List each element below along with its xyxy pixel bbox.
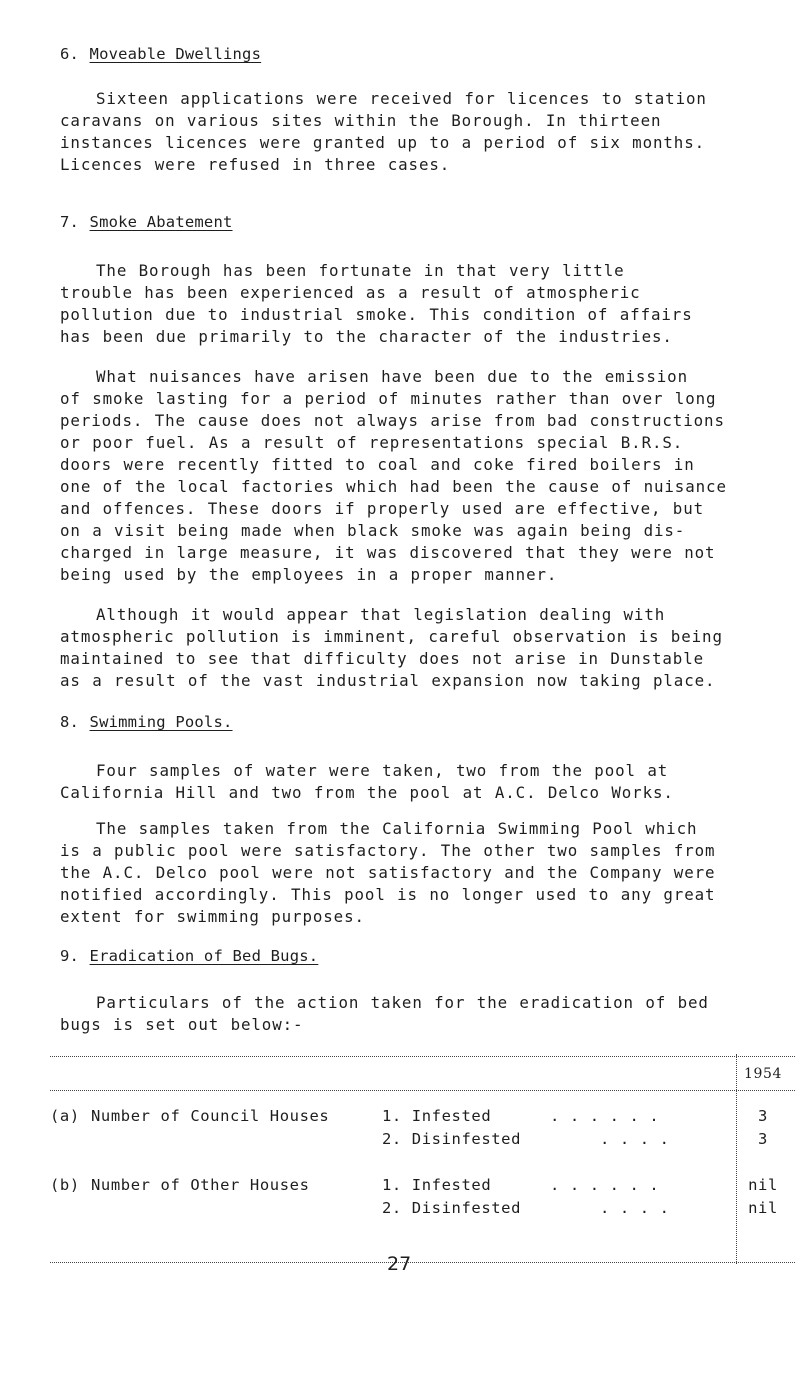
text-line: extent for swimming purposes. — [60, 907, 365, 926]
row-value: nil — [748, 1199, 778, 1217]
group-label: (a) — [50, 1107, 80, 1125]
table-top-rule — [50, 1056, 795, 1057]
row-value: 3 — [758, 1107, 768, 1125]
row-item: 1. Infested — [382, 1107, 492, 1125]
text-line: maintained to see that difficulty does not arise in Dunstable — [60, 649, 705, 668]
group-name: Number of Other Houses — [91, 1176, 310, 1194]
section-title: Moveable Dwellings — [89, 45, 262, 63]
section-heading-swimming-pools — [60, 713, 233, 731]
text-line: Particulars of the action taken for the eradication of bed — [96, 993, 709, 1012]
text-line: on a visit being made when black smoke was again being dis- — [60, 521, 686, 540]
text-line: of smoke lasting for a period of minutes rather than over long — [60, 389, 717, 408]
table-header-rule — [50, 1090, 795, 1091]
text-line: trouble has been experienced as a result of atmospheric — [60, 283, 641, 302]
text-line: Four samples of water were taken, two from the pool at — [96, 761, 669, 780]
section-number: 7. — [60, 213, 80, 231]
paragraph-smoke-3 — [60, 604, 786, 692]
text-line: The Borough has been fortunate in that very little — [96, 261, 625, 280]
text-line: bugs is set out below:- — [60, 1015, 304, 1034]
paragraph-swimming-1 — [60, 760, 786, 804]
text-line: California Hill and two from the pool at A.C. Delco Works. — [60, 783, 674, 802]
row-leader: . . . . — [600, 1130, 670, 1148]
text-line: periods. The cause does not always arise from bad constructions — [60, 411, 725, 430]
text-line: notified accordingly. This pool is no longer used to any great — [60, 885, 716, 904]
section-title: Smoke Abatement — [89, 213, 233, 231]
row-value: 3 — [758, 1130, 768, 1148]
text-line: the A.C. Delco pool were not satisfactory and the Company were — [60, 863, 716, 882]
text-line: charged in large measure, it was discovered that they were not — [60, 543, 716, 562]
row-item: 1. Infested — [382, 1176, 492, 1194]
text-line: or poor fuel. As a result of representations special B.R.S. — [60, 433, 684, 452]
section-heading-bed-bugs — [60, 947, 318, 965]
paragraph-swimming-2 — [60, 818, 786, 928]
text-line: as a result of the vast industrial expansion now taking place. — [60, 671, 716, 690]
table-year-header: 1954 — [744, 1066, 783, 1082]
text-line: instances licences were granted up to a period of six months. — [60, 133, 706, 152]
text-line: Sixteen applications were received for licences to station — [96, 89, 707, 108]
bed-bug-table — [50, 1054, 798, 1269]
group-label: (b) — [50, 1176, 80, 1194]
text-line: and offences. These doors if properly used are effective, but — [60, 499, 705, 518]
text-line: is a public pool were satisfactory. The other two samples from — [60, 841, 716, 860]
section-title: Eradication of Bed Bugs. — [89, 947, 319, 965]
page-number: 27 — [387, 1253, 412, 1275]
section-number: 6. — [60, 45, 80, 63]
paragraph-smoke-2 — [60, 366, 786, 586]
row-value: nil — [748, 1176, 778, 1194]
row-leader: . . . . — [600, 1199, 670, 1217]
group-name: Number of Council Houses — [91, 1107, 330, 1125]
section-number: 8. — [60, 713, 80, 731]
row-leader: . . . . . . — [550, 1107, 660, 1125]
text-line: Although it would appear that legislation dealing with — [96, 605, 666, 624]
text-line: being used by the employees in a proper manner. — [60, 565, 558, 584]
text-line: has been due primarily to the character of the industries. — [60, 327, 673, 346]
text-line: one of the local factories which had been the cause of nuisance — [60, 477, 727, 496]
row-leader: . . . . . . — [550, 1176, 660, 1194]
text-line: atmospheric pollution is imminent, careful observation is being — [60, 627, 723, 646]
table-column-rule — [736, 1054, 737, 1264]
text-line: doors were recently fitted to coal and coke fired boilers in — [60, 455, 695, 474]
section-heading-smoke-abatement — [60, 213, 233, 231]
text-line: What nuisances have arisen have been due to the emission — [96, 367, 688, 386]
row-item: 2. Disinfested — [382, 1130, 522, 1148]
section-number: 9. — [60, 947, 80, 965]
paragraph-moveable-dwellings — [60, 88, 786, 176]
text-line: The samples taken from the California Swimming Pool which — [96, 819, 698, 838]
row-item: 2. Disinfested — [382, 1199, 522, 1217]
text-line: pollution due to industrial smoke. This condition of affairs — [60, 305, 693, 324]
text-line: caravans on various sites within the Borough. In thirteen — [60, 111, 662, 130]
section-title: Swimming Pools. — [89, 713, 233, 731]
text-line: Licences were refused in three cases. — [60, 155, 451, 174]
section-heading-moveable-dwellings — [60, 45, 261, 63]
paragraph-smoke-1 — [60, 260, 786, 348]
table-bottom-rule — [50, 1262, 795, 1263]
paragraph-bed-bugs — [60, 992, 786, 1036]
